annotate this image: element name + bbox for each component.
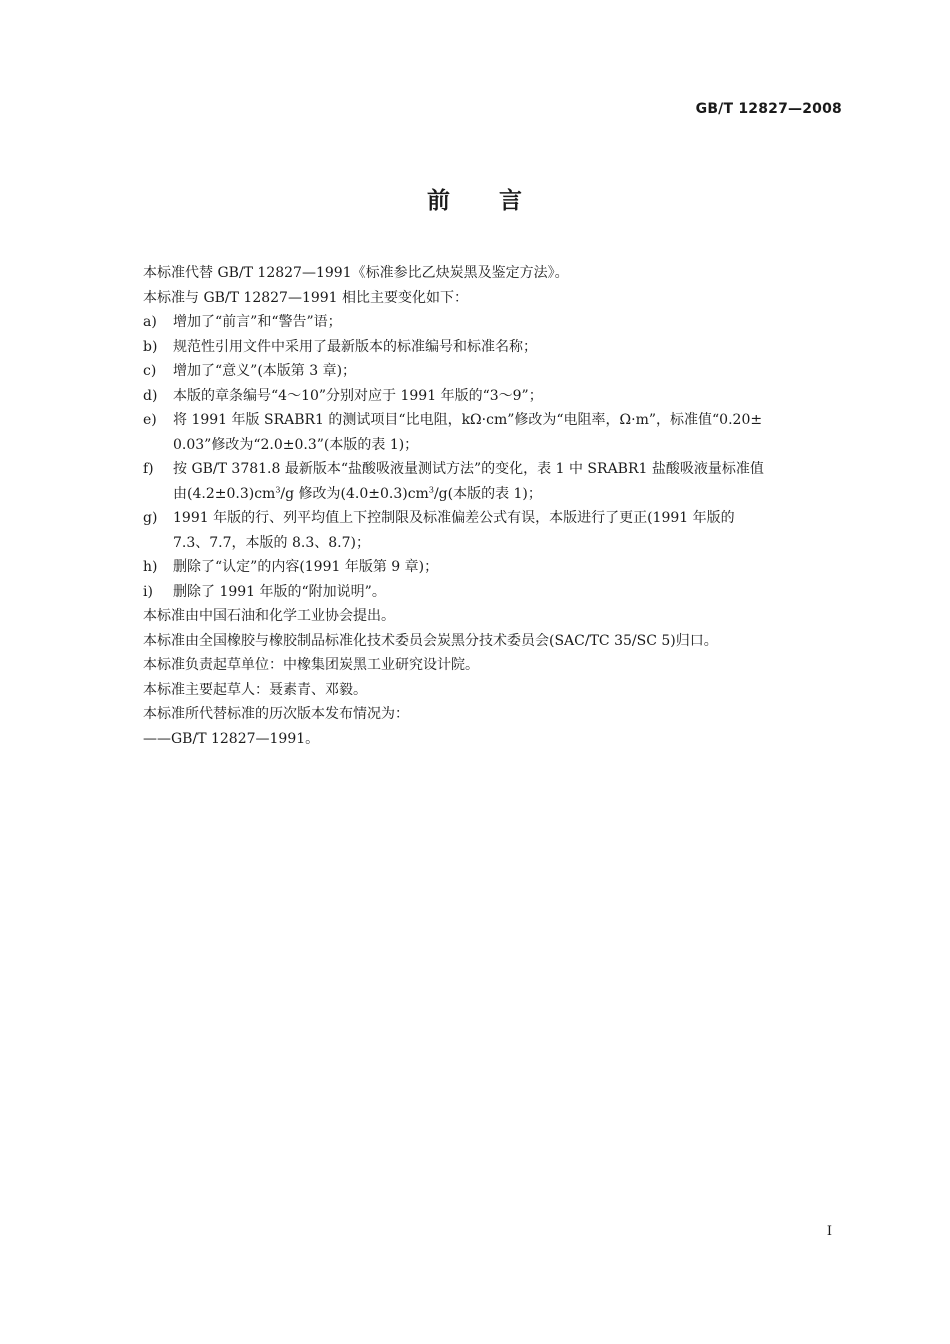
- item-text-line: 7.3、7.7，本版的 8.3、8.7)；: [173, 534, 370, 551]
- item-text-line: 按 GB/T 3781.8 最新版本“盐酸吸液量测试方法”的变化，表 1 中 SRABR1 盐酸吸液量标准值: [173, 461, 764, 477]
- item-text: 增加了“意义”(本版第 3 章)；: [173, 363, 357, 379]
- item-text: 删除了“认定”的内容(1991 年版第 9 章)；: [173, 559, 439, 575]
- closing-paragraph: 本标准由全国橡胶与橡胶制品标准化技术委员会炭黑分技术委员会(SAC/TC 35/SC 5)归口。: [143, 632, 718, 649]
- title-char-2: 言: [499, 188, 523, 214]
- closing-paragraph: 本标准由中国石油和化学工业协会提出。: [143, 608, 395, 624]
- closing-paragraph: 本标准所代替标准的历次版本发布情况为：: [143, 706, 409, 722]
- item-marker: e): [143, 412, 157, 428]
- change-item-h: [143, 555, 843, 580]
- intro-paragraph: 本标准与 GB/T 12827—1991 相比主要变化如下：: [143, 289, 469, 306]
- item-text-line: 1991 年版的行、列平均值上下控制限及标准偏差公式有误，本版进行了更正(1991 年版的: [173, 510, 735, 526]
- page-number: I: [826, 1224, 832, 1239]
- item-marker: f): [143, 461, 154, 477]
- change-item-c: [143, 359, 843, 384]
- change-item-d: [143, 384, 843, 409]
- change-item-a: [143, 310, 843, 335]
- closing-paragraph: 本标准主要起草人：聂素青、邓毅。: [143, 681, 367, 698]
- standard-number: GB/T 12827—2008: [695, 101, 842, 117]
- previous-edition: ——GB/T 12827—1991。: [143, 730, 320, 747]
- change-item-g: [143, 506, 843, 555]
- item-marker: a): [143, 314, 157, 330]
- page-title: [0, 182, 950, 215]
- item-text: 规范性引用文件中采用了最新版本的标准编号和标准名称；: [173, 338, 537, 355]
- item-text-line: 0.03”修改为“2.0±0.3”(本版的表 1)；: [173, 436, 419, 453]
- intro-paragraph: 本标准代替 GB/T 12827—1991《标准参比乙炔炭黑及鉴定方法》。: [143, 265, 569, 281]
- item-marker: b): [143, 338, 158, 355]
- item-marker: g): [143, 510, 158, 526]
- closing-paragraph: 本标准负责起草单位：中橡集团炭黑工业研究设计院。: [143, 657, 479, 673]
- item-marker: h): [143, 559, 158, 575]
- item-text: 增加了“前言”和“警告”语；: [173, 314, 342, 330]
- item-text: 删除了 1991 年版的“附加说明”。: [173, 583, 386, 600]
- item-marker: i): [143, 583, 153, 600]
- item-text-line: 将 1991 年版 SRABR1 的测试项目“比电阻，kΩ·cm”修改为“电阻率，Ω·m”，标准值“0.20±: [173, 412, 763, 428]
- title-char-1: 前: [427, 188, 451, 214]
- change-item-i: [143, 580, 843, 605]
- change-item-f: [143, 457, 843, 506]
- change-item-b: [143, 335, 843, 360]
- item-marker: d): [143, 387, 158, 404]
- item-marker: c): [143, 363, 157, 379]
- item-text: 本版的章条编号“4～10”分别对应于 1991 年版的“3～9”；: [173, 387, 543, 404]
- foreword-body: [143, 261, 843, 751]
- change-item-e: [143, 408, 843, 457]
- item-text-line: 由$(4.2\pm 0.3)cm^3/g$ 修改为$(4.0\pm 0.3)cm^3/g$(本版的表 1)；: [173, 484, 542, 502]
